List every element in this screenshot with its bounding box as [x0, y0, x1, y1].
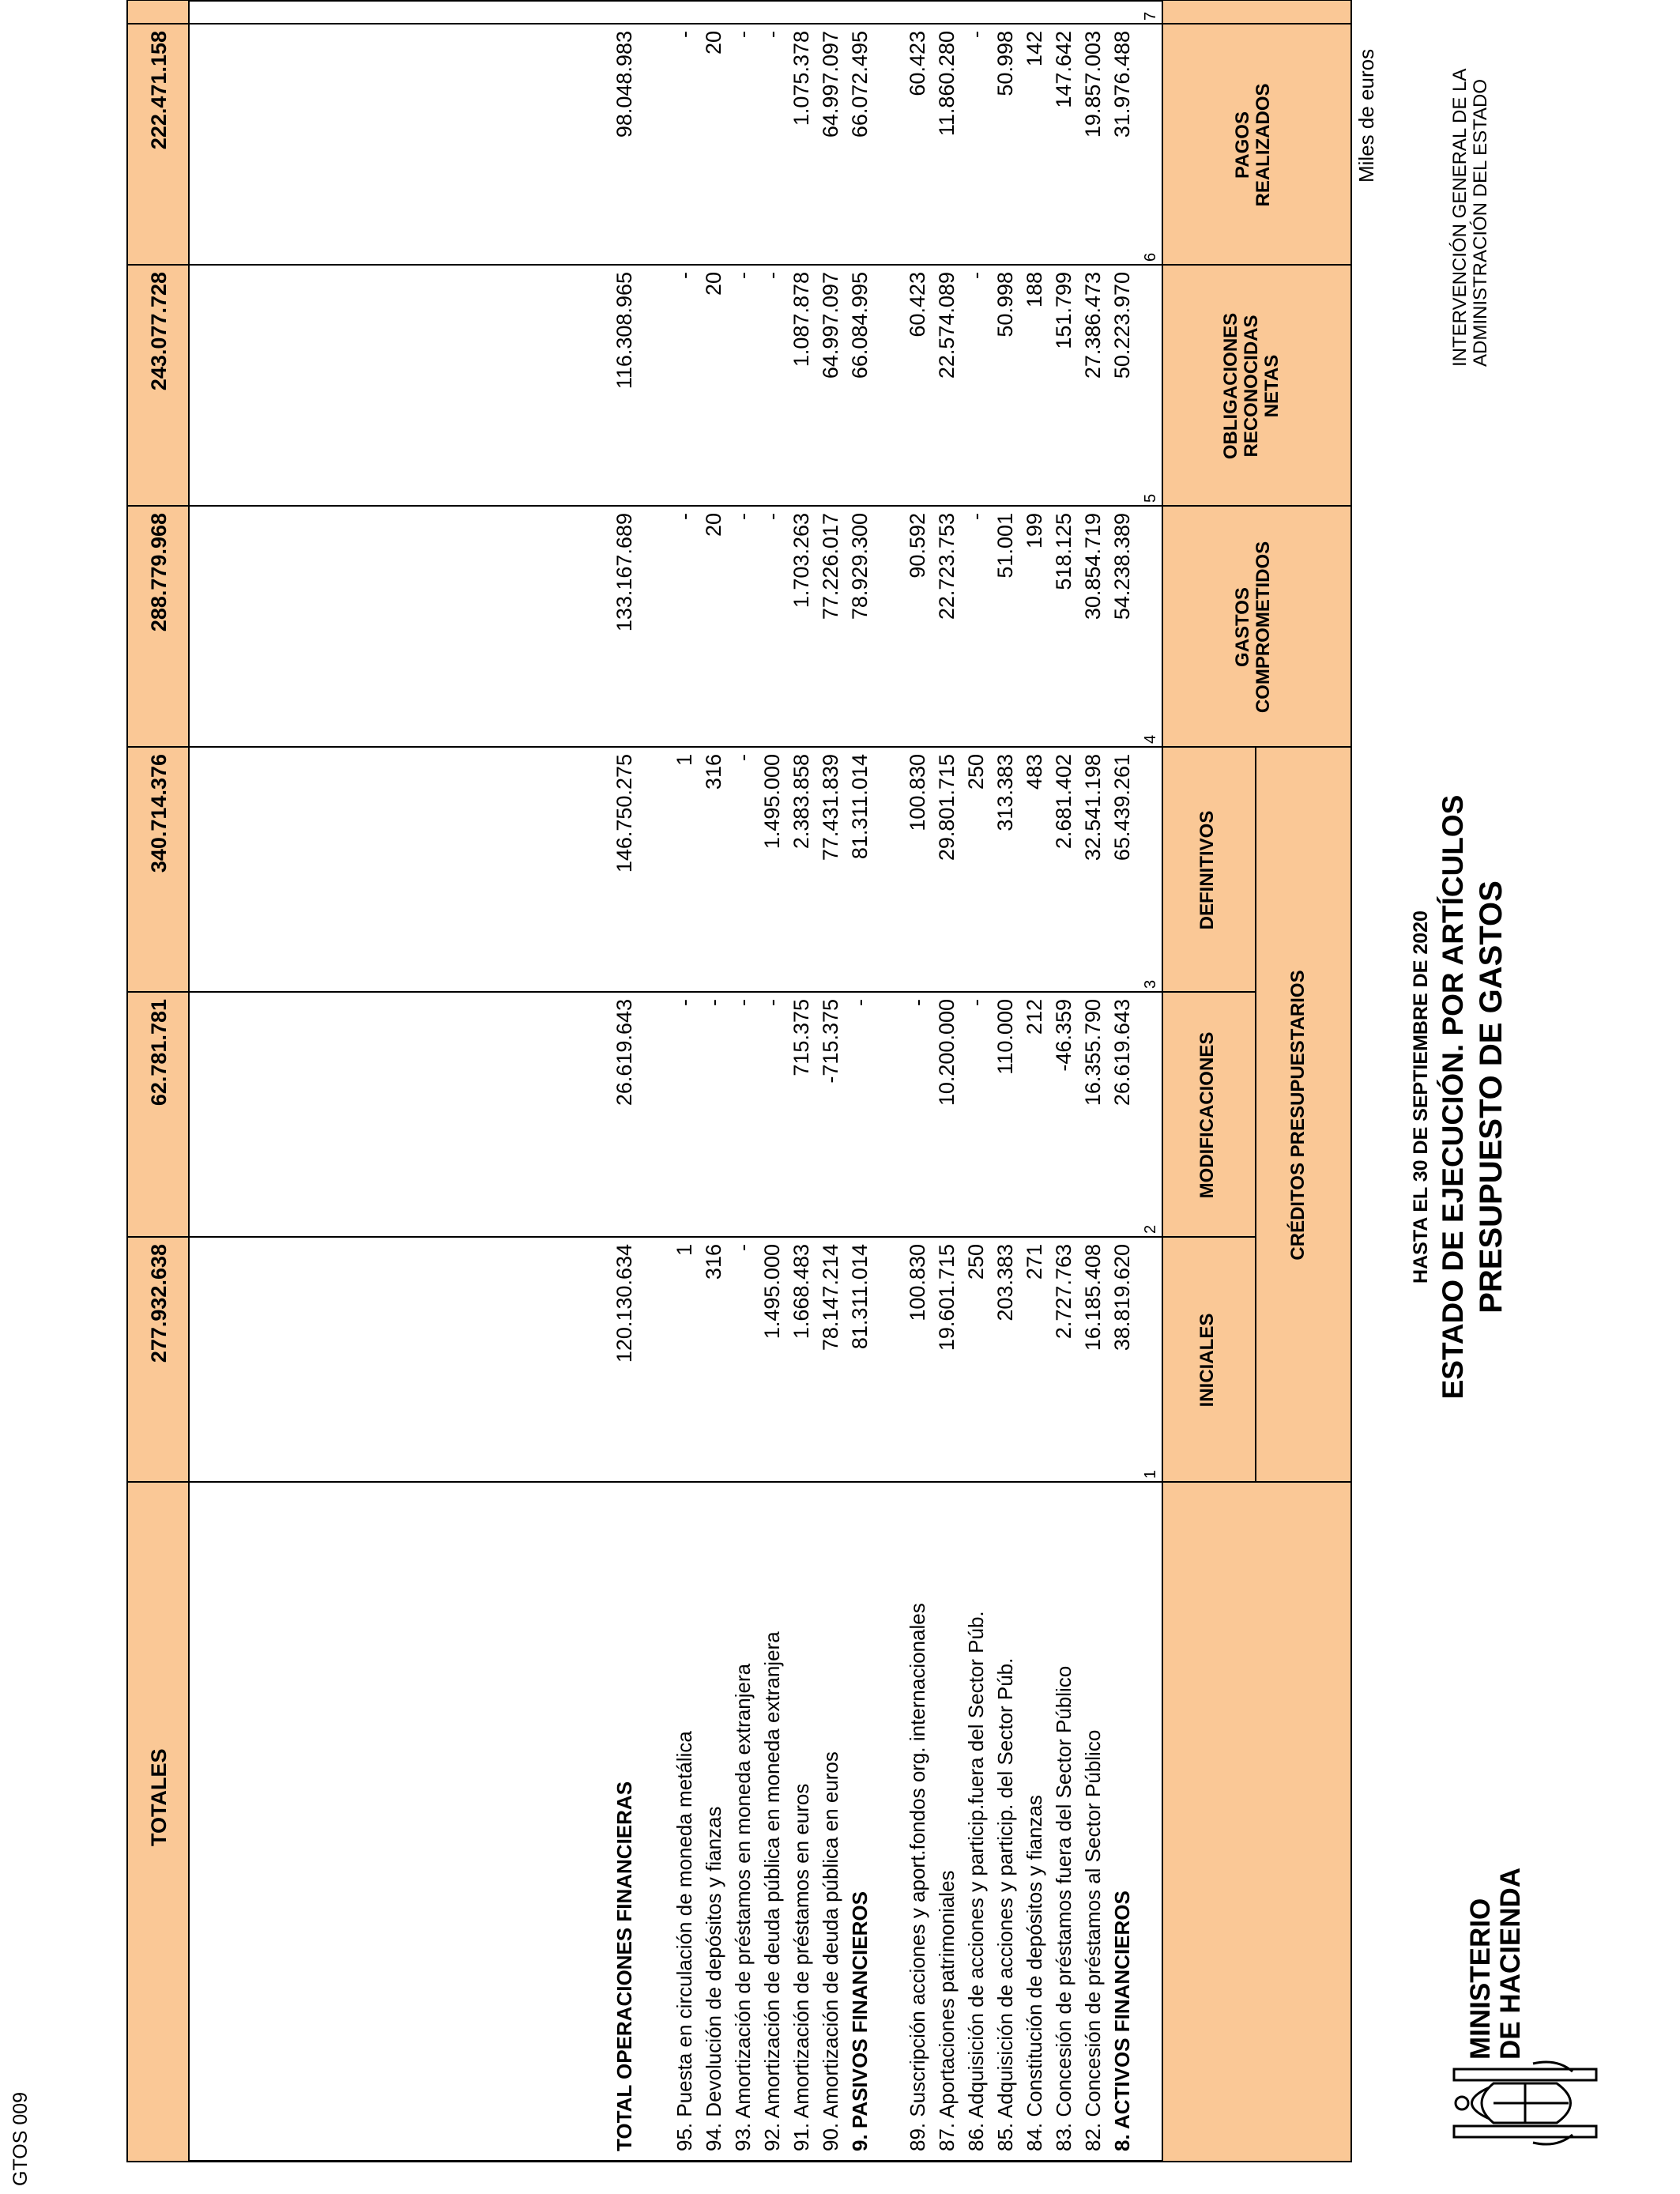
row-label: 8. ACTIVOS FINANCIEROS	[1110, 1891, 1134, 2151]
row-value	[993, 0, 1018, 27]
totals-value: 243.077.728	[147, 272, 171, 391]
row-value: 22.723.753	[935, 513, 959, 620]
row-value: 66.072.495	[848, 31, 872, 138]
row-value	[1081, 0, 1106, 27]
row-value: 78.147.214	[819, 1244, 842, 1351]
row-value	[1023, 0, 1047, 27]
row-value: -	[731, 31, 755, 38]
row-value	[612, 0, 637, 27]
row-value: 110.000	[993, 999, 1017, 1075]
row-value: 100.830	[906, 1244, 929, 1321]
row-value	[731, 0, 755, 27]
row-value: -	[848, 999, 872, 1006]
header-pagos-l1: PAGOS	[1232, 111, 1253, 179]
col-number-6: 6	[1142, 252, 1159, 262]
header-pagos	[1233, 25, 1274, 266]
row-value: 151.799	[1052, 272, 1075, 349]
row-value	[819, 0, 843, 27]
row-value: 60.423	[906, 31, 929, 96]
row-value: 77.431.839	[819, 754, 842, 861]
row-value: 518.125	[1052, 513, 1075, 590]
row-value: -	[906, 999, 929, 1006]
row-value: -	[731, 754, 755, 761]
col-number-7: 7	[1142, 11, 1159, 21]
row-label: 89. Suscripción acciones y aport.fondos org. internacionales	[906, 1603, 929, 2151]
row-value: -	[760, 999, 784, 1006]
row-value: -	[731, 513, 755, 520]
header-gastos-l1: GASTOS	[1232, 587, 1253, 667]
row-value: 212	[1023, 999, 1046, 1035]
footer-code: GTOS 009	[9, 2091, 32, 2186]
row-value: 188	[1023, 272, 1046, 308]
row-value: -	[760, 272, 784, 279]
col-number-1: 1	[1142, 1469, 1159, 1479]
row-value	[760, 0, 785, 27]
ministry-line1: MINISTERIO	[1465, 1898, 1496, 2060]
header-pend-l3	[1262, 0, 1283, 25]
header-definitivos: DEFINITIVOS	[1196, 810, 1218, 930]
totals-value: 340.714.376	[147, 754, 171, 873]
row-value: 16.185.408	[1081, 1244, 1105, 1351]
row-value: 1.703.263	[789, 513, 813, 609]
row-label: 83. Concesión de préstamos fuera del Sector Público	[1052, 1665, 1075, 2151]
row-label: 84. Constitución de depósitos y fianzas	[1023, 1795, 1046, 2151]
row-value: 60.423	[906, 272, 929, 337]
row-value: 203.383	[993, 1244, 1017, 1321]
row-value: 1	[672, 1244, 696, 1257]
header-gastos-l2: COMPROMETIDOS	[1252, 541, 1274, 714]
row-value: -46.359	[1052, 999, 1075, 1072]
row-value: 90.592	[906, 513, 929, 579]
row-value: 250	[964, 754, 988, 790]
row-value	[906, 0, 930, 27]
row-value: 2.383.858	[789, 754, 813, 850]
row-value: 146.750.275	[612, 754, 636, 873]
report-date: HASTA EL 30 DE SEPTIEMBRE DE 2020	[1410, 910, 1432, 1284]
totals-label: TOTALES	[147, 1748, 171, 1846]
row-value: 20	[702, 513, 725, 537]
row-value: 16.355.790	[1081, 999, 1105, 1106]
totals-value	[147, 0, 171, 27]
row-value: 316	[702, 754, 725, 790]
row-value: 65.439.261	[1110, 754, 1134, 861]
row-label: 86. Adquisición de acciones y particip.fuera del Sector Púb.	[964, 1611, 988, 2151]
row-value: -	[672, 999, 696, 1006]
row-value: 2.727.763	[1052, 1244, 1075, 1340]
row-value: 20	[702, 272, 725, 296]
igae-name	[1450, 69, 1491, 367]
row-value: 316	[702, 1244, 725, 1280]
row-value: 1.087.878	[789, 272, 813, 368]
header-bottom-line	[1162, 0, 1163, 2162]
totals-value: 62.781.781	[147, 999, 171, 1106]
row-value: 199	[1023, 513, 1046, 549]
row-value: -	[672, 31, 696, 38]
row-value: 133.167.689	[612, 513, 636, 632]
row-label: 93. Amortización de préstamos en moneda extranjera	[731, 1663, 755, 2151]
header-iniciales: INICIALES	[1196, 1313, 1218, 1408]
row-value: 1.668.483	[789, 1244, 813, 1340]
row-value: 100.830	[906, 754, 929, 831]
row-value: 38.819.620	[1110, 1244, 1134, 1351]
row-label: TOTAL OPERACIONES FINANCIERAS	[612, 1781, 636, 2151]
row-value: 27.386.473	[1081, 272, 1105, 379]
row-value: 26.619.643	[612, 999, 636, 1106]
row-value: -	[964, 513, 988, 520]
row-value	[672, 0, 697, 27]
row-value: 20	[702, 31, 725, 55]
row-value	[964, 0, 989, 27]
ministry-line2: DE HACIENDA	[1495, 1867, 1526, 2060]
col-number-2: 2	[1142, 1224, 1159, 1234]
creditos-group-line	[1255, 748, 1256, 1483]
row-value: 19.601.715	[935, 1244, 959, 1351]
row-value: 1.075.378	[789, 31, 813, 126]
row-value: 1	[672, 754, 696, 767]
row-value: 54.238.389	[1110, 513, 1134, 620]
igae-line2: ADMINISTRACIÓN DEL ESTADO	[1470, 78, 1491, 367]
header-obl-l1: OBLIGACIONES	[1220, 312, 1241, 460]
row-value: 250	[964, 1244, 988, 1280]
row-value: 50.223.970	[1110, 272, 1134, 379]
row-value: 715.375	[789, 999, 813, 1076]
row-value: -	[964, 272, 988, 279]
row-value: 11.860.280	[935, 31, 959, 137]
row-value: 313.383	[993, 754, 1017, 831]
row-value: 1.495.000	[760, 1244, 784, 1340]
col-number-3: 3	[1142, 979, 1159, 989]
row-label: 90. Amortización de deuda pública en euros	[819, 1751, 842, 2151]
col-line-2	[126, 991, 1256, 993]
row-value: 50.998	[993, 31, 1017, 96]
row-value: -	[964, 999, 988, 1006]
row-value: 64.997.097	[819, 31, 842, 138]
row-label: 9. PASIVOS FINANCIEROS	[848, 1891, 872, 2151]
row-value: -	[702, 999, 725, 1006]
row-value: 64.997.097	[819, 272, 842, 379]
col-line-0	[126, 1481, 1352, 1483]
header-obligaciones-netas	[1221, 266, 1283, 507]
header-obl-l2: RECONOCIDAS	[1241, 315, 1262, 458]
row-value: 2.681.402	[1052, 754, 1075, 850]
row-value: 81.311.014	[848, 1244, 872, 1350]
row-value: 50.998	[993, 272, 1017, 337]
row-value: -715.375	[819, 999, 842, 1084]
col-number-4: 4	[1142, 734, 1159, 744]
row-label: 82. Concesión de préstamos al Sector Público	[1081, 1729, 1105, 2151]
row-value: 77.226.017	[819, 513, 842, 620]
row-value: 120.130.634	[612, 1244, 636, 1363]
row-value: -	[731, 999, 755, 1006]
row-value: 29.801.715	[935, 754, 959, 861]
row-value	[848, 0, 872, 27]
header-pagos-l2: REALIZADOS	[1252, 83, 1274, 207]
igae-line1: INTERVENCIÓN GENERAL DE LA	[1449, 68, 1471, 367]
row-value: 1.495.000	[760, 754, 784, 850]
header-modificaciones: MODIFICACIONES	[1196, 1031, 1218, 1199]
row-value: -	[760, 31, 784, 38]
row-value	[702, 0, 726, 27]
row-value: 30.854.719	[1081, 513, 1105, 620]
row-value: 31.976.488	[1110, 31, 1134, 138]
row-label: 91. Amortización de préstamos en euros	[789, 1783, 813, 2151]
report-subtitle: ESTADO DE EJECUCIÓN. POR ARTÍCULOS	[1437, 794, 1469, 1400]
row-value: 147.642	[1052, 31, 1075, 108]
header-gastos	[1233, 507, 1274, 748]
totals-value: 222.471.158	[147, 31, 171, 150]
row-value: 32.541.198	[1081, 754, 1105, 861]
row-value	[935, 0, 959, 27]
row-value: 22.574.089	[935, 272, 959, 379]
col-line-1	[126, 1236, 1256, 1238]
row-label: 85. Adquisición de acciones y particip. del Sector Púb.	[993, 1657, 1017, 2151]
row-value: 116.308.965	[612, 272, 636, 390]
row-value: 66.084.995	[848, 272, 872, 379]
row-label: 95. Puesta en circulación de moneda metálica	[672, 1731, 696, 2151]
header-obligaciones-pendientes	[1221, 0, 1283, 25]
totals-top-line	[188, 0, 190, 2162]
row-value: 19.857.003	[1081, 31, 1105, 138]
row-value: 142	[1023, 31, 1046, 67]
row-value: -	[964, 31, 988, 38]
row-value: 10.200.000	[935, 999, 959, 1106]
row-value: -	[672, 272, 696, 279]
row-value: 26.619.643	[1110, 999, 1134, 1106]
row-value: 51.001	[993, 513, 1017, 579]
row-label: 92. Amortización de deuda pública en moneda extranjera	[760, 1631, 784, 2151]
row-value: 81.311.014	[848, 754, 872, 860]
col-number-5: 5	[1142, 493, 1159, 503]
row-value: 78.929.300	[848, 513, 872, 620]
header-obl-l3: NETAS	[1261, 354, 1283, 418]
report-title: PRESUPUESTO DE GASTOS	[1474, 880, 1509, 1314]
row-value: -	[731, 272, 755, 279]
row-label: 87. Aportaciones patrimoniales	[935, 1870, 959, 2151]
row-value	[1052, 0, 1076, 27]
header-pend-l2	[1241, 0, 1262, 25]
row-value: 483	[1023, 754, 1046, 790]
row-value: -	[760, 513, 784, 520]
totals-value: 288.779.968	[147, 513, 171, 632]
row-value: -	[731, 1244, 755, 1251]
row-value: 271	[1023, 1244, 1046, 1280]
row-value: -	[672, 513, 696, 520]
row-value	[1110, 0, 1135, 27]
row-value	[789, 0, 814, 27]
row-value: 98.048.983	[612, 31, 636, 138]
units-label: Miles de euros	[1354, 48, 1378, 183]
row-label: 94. Devolución de depósitos y fianzas	[702, 1806, 725, 2151]
totals-value: 277.932.638	[147, 1244, 171, 1363]
header-creditos: CRÉDITOS PRESUPUESTARIOS	[1287, 970, 1309, 1261]
header-pend-l1	[1221, 0, 1241, 25]
